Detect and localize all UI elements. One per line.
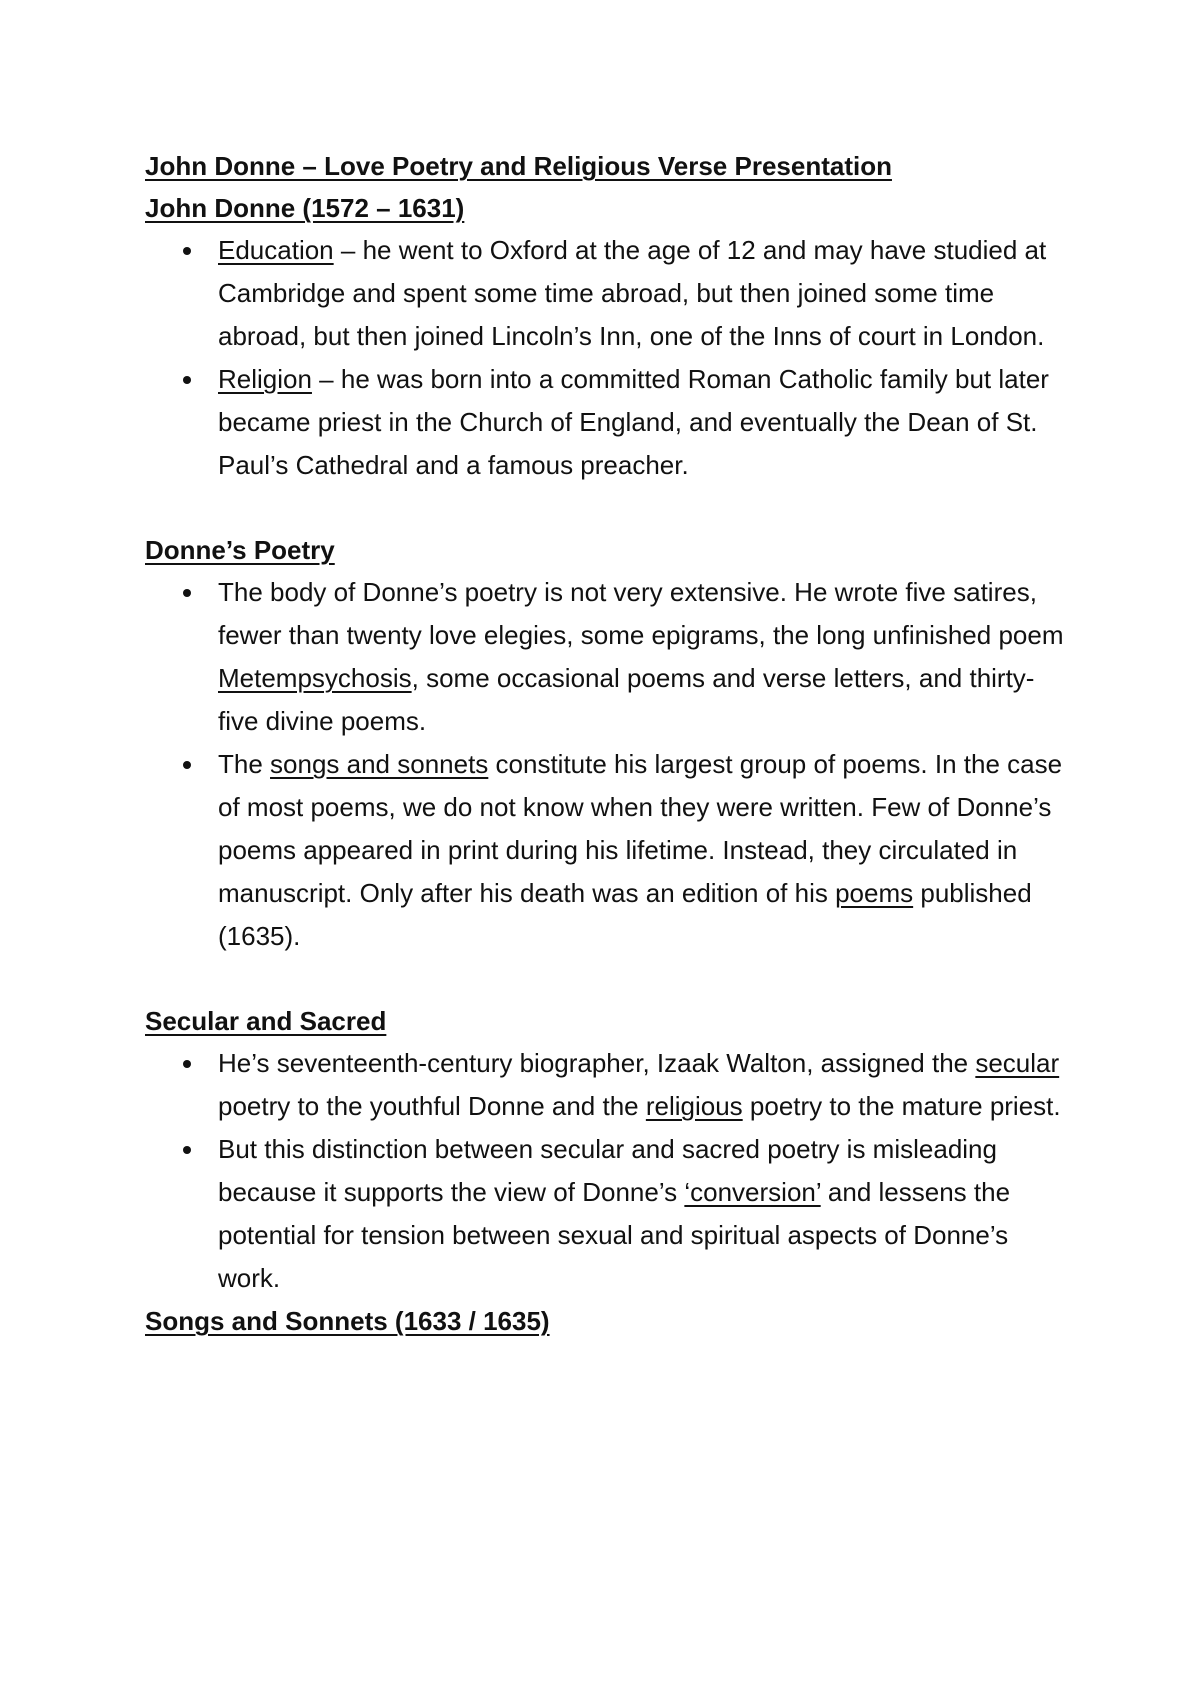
secular-list bbox=[145, 1042, 1065, 1300]
secular-item2-text-a: But this distinction between secular and sacred poetry is misleading because it supports the view of Donne’s bbox=[218, 1134, 997, 1207]
secular-item1-text-c: poetry to the mature priest. bbox=[742, 1091, 1061, 1121]
list-item-walton bbox=[145, 1042, 1065, 1128]
conversion-term: ‘conversion’ bbox=[684, 1177, 821, 1207]
bullet-icon bbox=[183, 761, 191, 769]
poetry-item1-text-b: , some occasional poems and verse letters, and thirty-five divine poems. bbox=[218, 663, 1035, 736]
poetry-item2-text-c: published (1635). bbox=[218, 878, 1032, 951]
poetry-item2-text-a: The bbox=[218, 749, 271, 779]
poetry-item1-text-a: The body of Donne’s poetry is not very extensive. He wrote five satires, fewer than twenty love elegies, some epigrams, the long unfinished poem bbox=[218, 577, 1064, 650]
secular-term: secular bbox=[975, 1048, 1060, 1078]
metempsychosis-title: Metempsychosis bbox=[218, 663, 412, 693]
poems-term: poems bbox=[835, 878, 914, 908]
religious-term: religious bbox=[645, 1091, 743, 1121]
songs-and-sonnets-term: songs and sonnets bbox=[270, 749, 489, 779]
bio-heading: John Donne (1572 – 1631) bbox=[145, 193, 465, 223]
secular-item1-text-a: He’s seventeenth-century biographer, Izaak Walton, assigned the bbox=[218, 1048, 976, 1078]
religion-text: – he was born into a committed Roman Catholic family but later became priest in the Church of England, and eventually the Dean of St. Paul’s Cathedral and a famous preacher. bbox=[218, 364, 1049, 480]
religion-term: Religion bbox=[218, 364, 312, 394]
poetry-list bbox=[145, 571, 1065, 958]
songs-heading: Songs and Sonnets (1633 / 1635) bbox=[145, 1306, 550, 1336]
secular-item2-text-b: and lessens the potential for tension between sexual and spiritual aspects of Donne’s work. bbox=[218, 1177, 1011, 1293]
bullet-icon bbox=[183, 589, 191, 597]
list-item-education bbox=[145, 229, 1065, 358]
poetry-heading: Donne’s Poetry bbox=[145, 535, 335, 565]
poetry-item2-text-b: constitute his largest group of poems. In the case of most poems, we do not know when they were written. Few of Donne’s poems appeared in print during his lifetime. Instead, they circulated in manuscript. Only after his death was an edition of his bbox=[218, 749, 1063, 908]
paragraph-gap bbox=[145, 487, 1065, 529]
list-item-distinction bbox=[145, 1128, 1065, 1300]
education-text: – he went to Oxford at the age of 12 and may have studied at Cambridge and spent some time abroad, but then joined some time abroad, but then joined Lincoln’s Inn, one of the Inns of court in London. bbox=[218, 235, 1047, 351]
education-term: Education bbox=[218, 235, 334, 265]
secular-heading: Secular and Sacred bbox=[145, 1006, 387, 1036]
paragraph-gap bbox=[145, 958, 1065, 1000]
document-title: John Donne – Love Poetry and Religious Verse Presentation bbox=[145, 151, 892, 181]
secular-item1-text-b: poetry to the youthful Donne and the bbox=[218, 1091, 646, 1121]
list-item-poetry-body bbox=[145, 571, 1065, 743]
bio-list bbox=[145, 229, 1065, 487]
document-page bbox=[145, 145, 1065, 1342]
bullet-icon bbox=[183, 376, 191, 384]
list-item-songs-sonnets bbox=[145, 743, 1065, 958]
bullet-icon bbox=[183, 247, 191, 255]
bullet-icon bbox=[183, 1146, 191, 1154]
bullet-icon bbox=[183, 1060, 191, 1068]
list-item-religion bbox=[145, 358, 1065, 487]
